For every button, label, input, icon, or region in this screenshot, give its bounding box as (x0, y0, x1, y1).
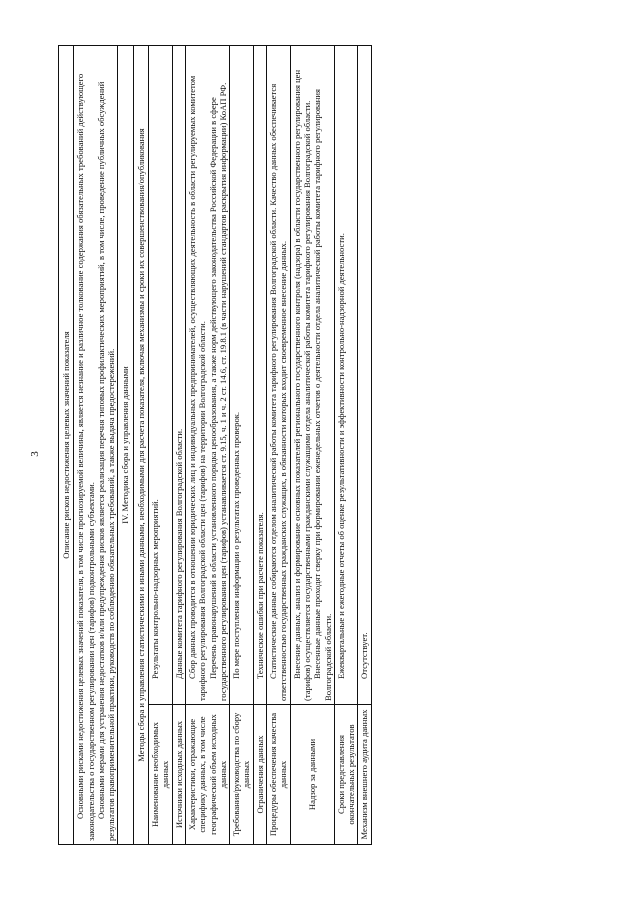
row-paragraph: Отсутствует. (359, 632, 370, 679)
risk-text-row (74, 46, 118, 845)
row-label: Процедуры обеспечения качества данных (267, 705, 291, 845)
row-label: Механизм внешнего аудита данных (358, 705, 371, 845)
row-label: Сроки представления окончательных результатов (334, 705, 358, 845)
page-number: 3 (29, 451, 41, 457)
risk-paragraph: Основными рисками недостижения целевых значений показателя, в том числе прогнозируемой величины, является незнание и различное толкование содержания обязательных требований действующего законодательства о государственном регулировании цен (тарифов) подконтрольными субъектами. (75, 73, 96, 841)
risk-section-header: Описание рисков недостижения целевых значений показателя (59, 46, 74, 845)
methodology-title-row (118, 46, 133, 845)
table-row (334, 46, 358, 845)
row-label: Характеристики, отражающие специфику данных, в том числе географический объем исходных данных (185, 705, 229, 845)
methodology-section-subtitle: Методы сбора и управления статистическими и иными данными, необходимыми для расчета показателя, включая механизмы и сроки их совершенствования/опубликования (133, 46, 148, 845)
row-paragraph: Перечень правонарушений в области установленного порядка ценообразования, а также норм действующего законодательства Российской Федерации в сфере государственного регулирования цен (тарифов) устанавливается ст. 9.15, ч. 1 и ч. 2 ст. 14.6, ст. 19.8.1 (в части нарушений стандартов раскрытия информации) КоАП РФ. (207, 82, 228, 701)
row-value (230, 46, 254, 705)
row-label: Требования/руководства по сбору данных (230, 705, 254, 845)
risk-header-row (59, 46, 74, 845)
row-paragraph: По мере поступления информации о результатах проведенных проверок. (231, 411, 242, 679)
methodology-section-title: IV. Методика сбора и управления данными (118, 46, 133, 845)
table-row (253, 46, 266, 845)
risk-section-text (74, 46, 118, 845)
table-row (185, 46, 229, 845)
table-row (358, 46, 371, 845)
row-label: Надзор за данными (290, 705, 334, 845)
table-row (290, 46, 334, 845)
row-value (290, 46, 334, 705)
row-label: Наименование необходимых данных (149, 705, 173, 845)
row-paragraph: Результаты контрольно-надзорных мероприятий. (150, 499, 161, 679)
row-label: Источники исходных данных (172, 705, 185, 845)
row-paragraph: Сбор данных проводится в отношении юридических лиц и индивидуальных предпринимателей, осуществляющих деятельность в области регулируемых комитетом тарифного регулирования Волгоградской области цен (тарифов) на территории Волгоградской области. (186, 75, 208, 701)
row-value (185, 46, 229, 705)
row-value (358, 46, 371, 705)
table-row (172, 46, 185, 845)
row-value (149, 46, 173, 705)
row-paragraph: Статистические данные собираются отделом аналитической работы комитета тарифного регулирования Волгоградской области. Качество данных обеспечивается ответственностью государственных гражданских служащих, в обязанности которых входит своевременное внесение данных. (268, 83, 289, 701)
row-paragraph: Ежеквартальные и ежегодные отчеты об оценке результативности и эффективности контрольно-надзорной деятельности. (335, 233, 346, 679)
methodology-subtitle-row (133, 46, 148, 845)
row-value (253, 46, 266, 705)
row-paragraph: Внесенные данные проходят сверку при формировании еженедельных отчетов о деятельности отдела аналитической работы комитета тарифного регулирования Волгоградской области. (312, 89, 333, 701)
rotated-document-sheet (58, 45, 460, 845)
risk-paragraph: Основными мерами для устранения недостатков и/или предупреждения рисков является реализация перечня типовых профилактических мероприятий, в том числе, проведение публичных обсуждений результатов правоприменительной практики, руководств по соблюдению обязательных требований, а также выдача предостережений. (95, 81, 117, 841)
row-paragraph: Данные комитета тарифного регулирования Волгоградской области. (173, 428, 184, 679)
indicator-methodology-table (58, 45, 372, 845)
row-value (172, 46, 185, 705)
table-row (230, 46, 254, 845)
table-row (149, 46, 173, 845)
row-label: Ограничения данных (253, 705, 266, 845)
table-row (267, 46, 291, 845)
row-value (334, 46, 358, 705)
row-paragraph: Внесение данных, анализ и формирование основных показателей регионального государственного контроля (надзора) в области государственного регулирования цен (тарифов) осуществляется государственными гражданскими служащими отдела аналитической работы комитета тарифного регулирования Волгоградской области. (291, 69, 312, 701)
row-paragraph: Технические ошибки при расчете показателя. (254, 512, 265, 679)
row-value (267, 46, 291, 705)
